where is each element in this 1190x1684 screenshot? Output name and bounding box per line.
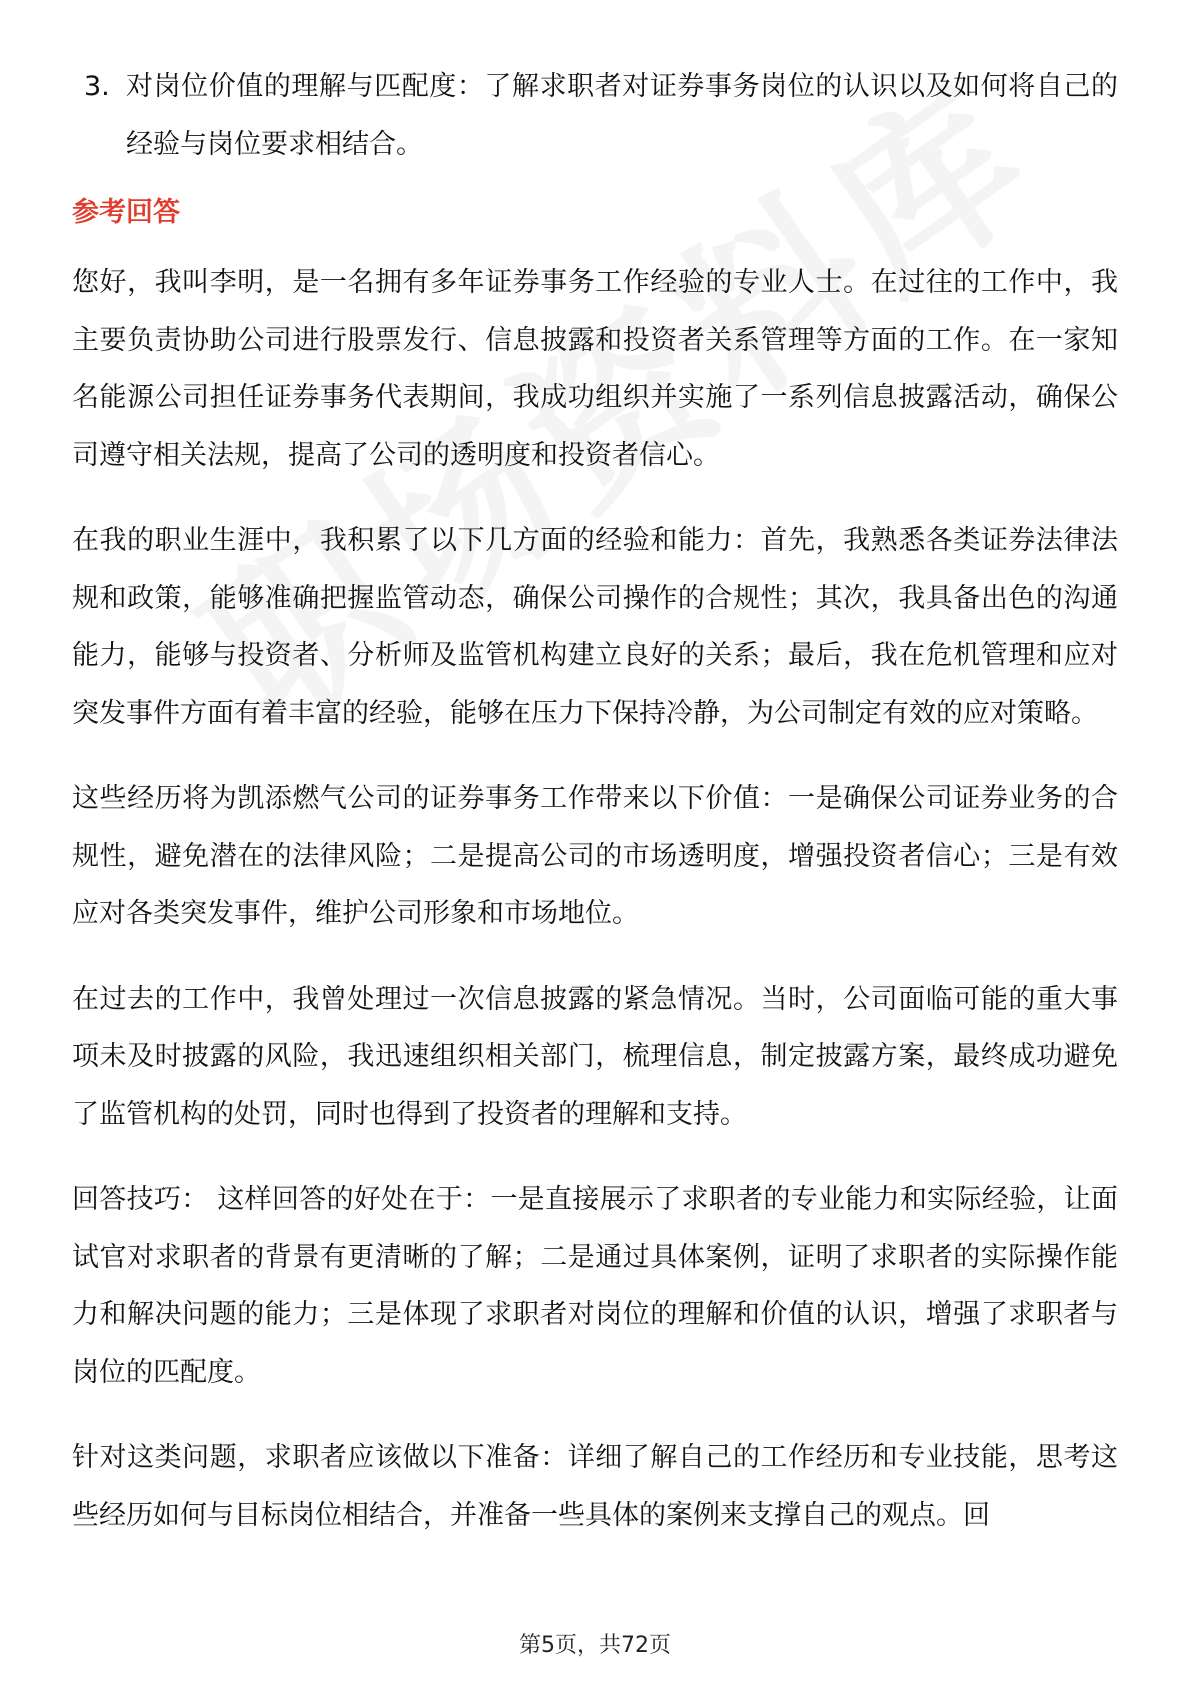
paragraph-preparation: 针对这类问题，求职者应该做以下准备：详细了解自己的工作经历和专业技能，思考这些经历如何与目标岗位相结合，并准备一些具体的案例来支撑自己的观点。回 <box>72 1442 1118 1531</box>
section-heading: 参考回答 <box>72 197 180 228</box>
list-item-text: 对岗位价值的理解与匹配度：了解求职者对证券事务岗位的认识以及如何将自己的经验与岗位要求相结合。 <box>126 71 1118 160</box>
list-item <box>72 58 1118 174</box>
paragraph-experience: 在我的职业生涯中，我积累了以下几方面的经验和能力：首先，我熟悉各类证券法律法规和政策，能够准确把握监管动态，确保公司操作的合规性；其次，我具备出色的沟通能力，能够与投资者、分析师及监管机构建立良好的关系；最后，我在危机管理和应对突发事件方面有着丰富的经验，能够在压力下保持冷静，为公司制定有效的应对策略。 <box>72 525 1118 729</box>
paragraph-case: 在过去的工作中，我曾处理过一次信息披露的紧急情况。当时，公司面临可能的重大事项未及时披露的风险，我迅速组织相关部门，梳理信息，制定披露方案，最终成功避免了监管机构的处罚，同时也得到了投资者的理解和支持。 <box>72 983 1118 1130</box>
document-body <box>72 58 1118 1572</box>
paragraph-value: 这些经历将为凯添燃气公司的证券事务工作带来以下价值：一是确保公司证券业务的合规性，避免潜在的法律风险；二是提高公司的市场透明度，增强投资者信心；三是有效应对各类突发事件，维护公司形象和市场地位。 <box>72 783 1118 929</box>
paragraph-intro: 您好，我叫李明，是一名拥有多年证券事务工作经验的专业人士。在过往的工作中，我主要负责协助公司进行股票发行、信息披露和投资者关系管理等方面的工作。在一家知名能源公司担任证券事务代表期间，我成功组织并实施了一系列信息披露活动，确保公司遵守相关法规，提高了公司的透明度和投资者信心。 <box>72 267 1118 471</box>
list-number: 3. <box>84 71 110 102</box>
page-footer: 第5页，共72页 <box>519 1633 671 1658</box>
paragraph-tips: 回答技巧： 这样回答的好处在于：一是直接展示了求职者的专业能力和实际经验，让面试官对求职者的背景有更清晰的了解；二是通过具体案例，证明了求职者的实际操作能力和解决问题的能力；三是体现了求职者对岗位的理解和价值的认识，增强了求职者与岗位的匹配度。 <box>72 1184 1118 1388</box>
